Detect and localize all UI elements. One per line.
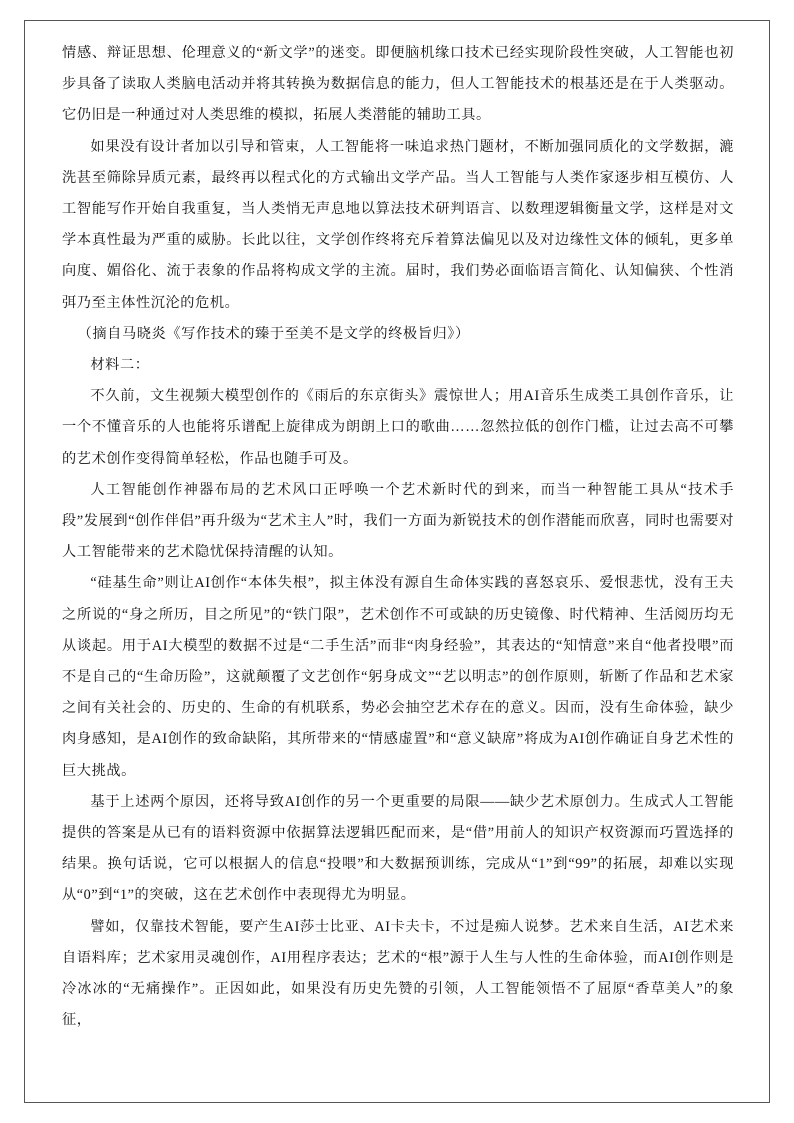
paragraph-6: 基于上述两个原因，还将导致AI创作的另一个更重要的局限——缺少艺术原创力。生成式人工智能提供的答案是从已有的语料资源中依据算法逻辑匹配而来，是“借”用前人的知识产权资源而巧置选择的结果。换句话说，它可以根据人的信息“投喂”和大数据预训练，完成从“1”到“99”的拓展，却难以实现从“0”到“1”的突破，这在艺术创作中表现得尤为明显。 bbox=[62, 793, 734, 904]
material-two-label: 材料二： bbox=[90, 357, 150, 374]
paragraph-1: 情感、辩证思想、伦理意义的“新文学”的迷变。即便脑机缘口技术已经实现阶段性突破，人工智能也初步具备了读取人类脑电活动并将其转换为数据信息的能力，但人工智能技术的根基还是在于人类驱动。它仍旧是一种通过对人类思维的模拟，拓展人类潜能的辅助工具。 bbox=[62, 45, 734, 124]
paragraph-3: 不久前，文生视频大模型创作的《雨后的东京街头》震惊世人；用AI音乐生成类工具创作音乐，让一个不懂音乐的人也能将乐谱配上旋律成为朗朗上口的歌曲……忽然拉低的创作门槛，让过去高不可攀的艺术创作变得简单轻松，作品也随手可及。 bbox=[62, 388, 734, 467]
paragraph-2: 如果没有设计者加以引导和管束，人工智能将一味追求热门题材，不断加强同质化的文学数据，漉洗甚至筛除异质元素，最终再以程式化的方式输出文学产品。当人工智能与人类作家逐步相互模仿、人工智能写作开始自我重复，当人类悄无声息地以算法技术研判语言、以数理逻辑衡量文学，这样是对文学本真性最为严重的威胁。长此以往，文学创作终将充斥着算法偏见以及对边缘性文体的倾轧，更多单向度、媚俗化、流于表象的作品将构成文学的主流。届时，我们势必面临语言简化、认知偏狭、个性消弭乃至主体性沉沦的危机。 bbox=[62, 138, 734, 311]
page-bottom-spacer bbox=[62, 1037, 734, 1043]
paragraph-7: 譬如，仅靠技术智能，要产生AI莎士比亚、AI卡夫卡，不过是痴人说梦。艺术来自生活，AI艺术来自语料库；艺术家用灵魂创作，AI用程序表达；艺术的“根”源于人生与人性的生命体验，而AI创作则是冷冰冰的“无痛操作”。正因如此，如果没有历史先赞的引领，人工智能领悟不了屈原“香草美人”的象征， bbox=[62, 918, 734, 1029]
document-body bbox=[62, 38, 734, 1043]
paragraph-5: “硅基生命”则让AI创作“本体失根”，拟主体没有源自生命体实践的喜怒哀乐、爱恨悲忧，没有王夫之所说的“身之所历，目之所见”的“铁门限”，艺术创作不可或缺的历史镜像、时代精神、生活阅历均无从谈起。用于AI大模型的数据不过是“二手生活”而非“肉身经验”，其表达的“知情意”来自“他者投喂”而不是自己的“生命历险”，这就颠覆了文艺创作“躬身成文”“艺以明志”的创作原则，斩断了作品和艺术家之间有关社会的、历史的、生命的有机联系，势必会抽空艺术存在的意义。因而，没有生命体验，缺少肉身感知，是AI创作的致命缺陷，其所带来的“情感虚置”和“意义缺席”将成为AI创作确证自身艺术性的巨大挑战。 bbox=[62, 575, 734, 779]
source-citation: （摘自马晓炎《写作技术的臻于至美不是文学的终极旨归》） bbox=[77, 325, 470, 342]
paragraph-4: 人工智能创作神器布局的艺术风口正呼唤一个艺术新时代的到来，而当一种智能工具从“技术手段”发展到“创作伴侣”再升级为“艺术主人”时，我们一方面为新锐技术的创作潜能而欣喜，同时也需要对人工智能带来的艺术隐忧保持清醒的认知。 bbox=[62, 481, 734, 561]
